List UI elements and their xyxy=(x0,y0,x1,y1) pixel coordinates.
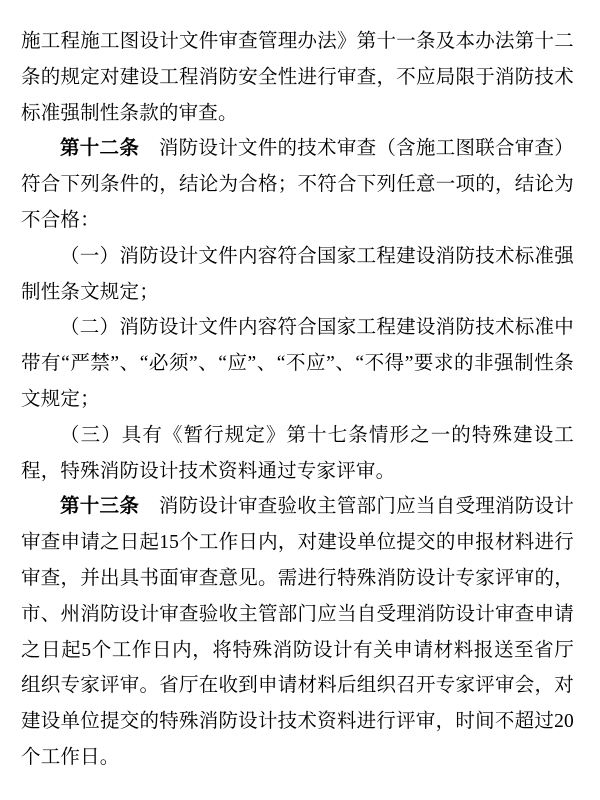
body-paragraph: 施工程施工图设计文件审查管理办法》第十一条及本办法第十二条的规定对建设工程消防安全性进行审查，不应局限于消防技术标准强制性条款的审查。 xyxy=(21,31,574,124)
article-number: 第十三条 xyxy=(60,495,140,518)
article-number: 第十二条 xyxy=(60,137,140,160)
article-paragraph: 第十三条 消防设计审查验收主管部门应当自受理消防设计审查申请之日起15个工作日内，对建设单位提交的申报材料进行审查，并出具书面审查意见。需进行特殊消防设计专家评审的，市、州消防设计审查验收主管部门应当自受理消防设计审查申请之日起5个工作日内，将特殊消防设计有关申请材料报送至省厅组织专家评审。省厅在收到申请材料后组织召开专家评审会，对建设单位提交的特殊消防设计技术资料进行评审，时间不超过20个工作日。 xyxy=(21,495,575,768)
document-body xyxy=(21,24,574,776)
list-item-paragraph: （三）具有《暂行规定》第十七条情形之一的特殊建设工程，特殊消防设计技术资料通过专家评审。 xyxy=(21,424,574,482)
list-item-paragraph: （一）消防设计文件内容符合国家工程建设消防技术标准强制性条文规定； xyxy=(21,245,574,303)
article-paragraph: 第十二条 消防设计文件的技术审查（含施工图联合审查）符合下列条件的，结论为合格；不符合下列任意一项的，结论为不合格： xyxy=(21,137,575,231)
list-item-paragraph: （二）消防设计文件内容符合国家工程建设消防技术标准中带有“严禁”、“必须”、“应”、“不应”、“不得”要求的非强制性条文规定； xyxy=(21,317,574,410)
